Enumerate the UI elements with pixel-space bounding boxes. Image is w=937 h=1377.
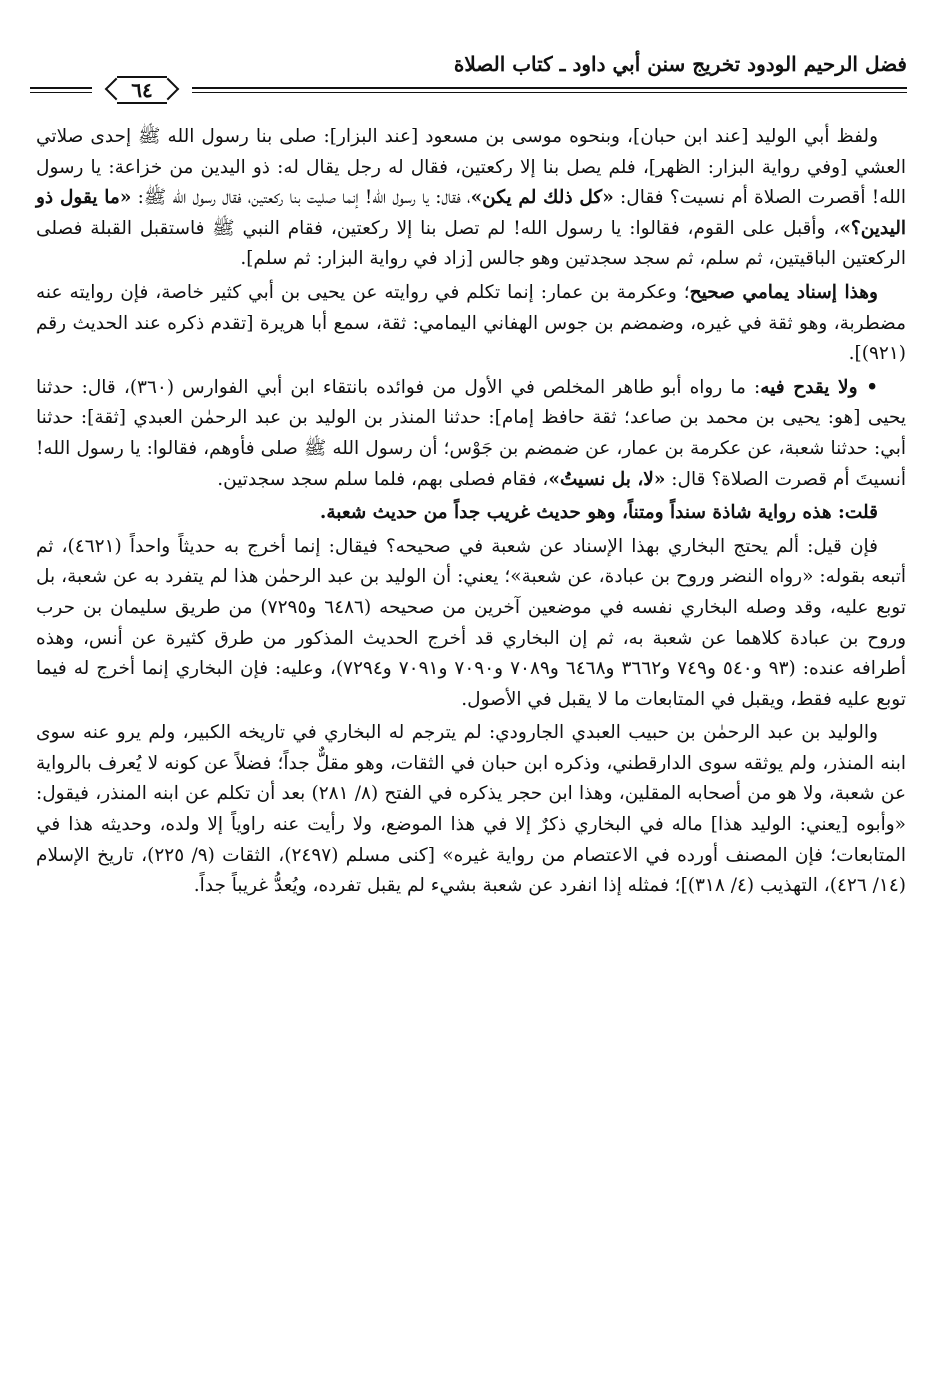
paragraph: [36, 532, 906, 716]
conclusion-statement: قلت: هذه رواية شاذة سنداً ومتناً، وهو حديث غريب جداً من حديث شعبة.: [319, 502, 878, 524]
bold-lead: • ولا يقدح فيه: [760, 376, 879, 398]
text-segment: والوليد بن عبد الرحمٰن بن حبيب العبدي الجارودي: لم يترجم له البخاري في تاريخه الكبير، ولم يرو عنه سوى ابنه المنذر، ولم يوثقه سوى الدارقطني، وذكره ابن حبان في الثقات، وهو مقلٌّ جداً؛ فضلاً عن كونه لا يُعرف بالرواية عن شعبة، ولا هو من أصحابه المقلين، وهذا ابن حجر يذكره في الفتح (٨/ ٢٨١) بعد أن تكلم عن ابنه المنذر، فيقول: «وأبوه [يعني: الوليد هذا] ماله في البخاري ذكرٌ إلا في هذا الموضع، ولا رأيت عنه راوياً إلا ولده، وحديثه هذا في المتابعات؛ فإن المصنف أورده في الاعتصام من رواية غيره» [كنى مسلم (٢٤٩٧)، الثقات (٩/ ٢٢٥)، تاريخ الإسلام (١٤/ ٤٢٦)، التهذيب (٤/ ٣١٨)]؛ فمثله إذا انفرد عن شعبة بشيء لم يقبل تفرده، ويُعدُّ غريباً جداً.: [36, 722, 906, 897]
paragraph: [36, 498, 906, 529]
text-segment: ، فقال: يا رسول الله! إنما صليت بنا ركعتين، فقال رسول الله ﷺ:: [131, 187, 471, 209]
text-segment: : ما رواه أبو طاهر المخلص في الأول من فوائده بانتقاء ابن أبي الفوارس (٣٦٠)، قال: حدثنا يحيى [هو: يحيى بن محمد بن صاعد؛ ثقة حافظ إمام]: حدثنا المنذر بن الوليد بن عبد الرحمٰن العبدي [ثقة]: حدثنا أبي: حدثنا شعبة، عن عكرمة بن عمار، عن ضمضم بن جَوْس؛ أن رسول الله ﷺ صلى فأوهم، فقالوا: يا رسول الله! أنسيتَ أم قصرت الصلاة؟ قال:: [36, 376, 906, 490]
text-segment: ، فقام فصلى بهم، فلما سلم سجد سجدتين.: [217, 468, 549, 490]
page-number-badge: [92, 76, 192, 104]
page-number: ٦٤: [131, 78, 153, 102]
quoted-hadith: «لا، بل نسيتُ»: [548, 468, 666, 490]
bold-lead: وهذا إسناد يمامي صحيح: [689, 281, 878, 303]
quoted-hadith: «ما يقول ذو اليدين؟»: [36, 187, 906, 239]
text-segment: ، وأقبل على القوم، فقالوا: يا رسول الله! لم تصل بنا إلا ركعتين، فقام النبي ﷺ فاستقبل القبلة فصلى الركعتين الباقيتين، ثم سلم، ثم سجد سجدتين وهو جالس [زاد في رواية البزار: ثم سلم].: [36, 217, 906, 270]
paragraph: [36, 373, 906, 495]
text-segment: ولفظ أبي الوليد [عند ابن حبان]، وبنحوه موسى بن مسعود [عند البزار]: صلى بنا رسول الله ﷺ إحدى صلاتي العشي [وفي رواية البزار: الظهر]، فلم يصل بنا إلا ركعتين، فقال له رجل يقال له: ذو اليدين من خزاعة: يا رسول الله! أقصرت الصلاة أم نسيت؟ فقال:: [36, 126, 906, 209]
quoted-hadith: «كل ذلك لم يكن»: [470, 187, 614, 209]
page-number-frame: [117, 76, 166, 104]
body-text: [36, 122, 906, 905]
paragraph: [36, 122, 906, 275]
page-header: [30, 52, 907, 102]
paragraph: [36, 278, 906, 370]
text-segment: فإن قيل: ألم يحتج البخاري بهذا الإسناد عن شعبة في صحيحه؟ فيقال: إنما أخرج به حديثاً واحداً (٤٦٢١)، ثم أتبعه بقوله: «رواه النضر وروح بن عبادة، عن شعبة»؛ يعني: أن الوليد بن عبد الرحمٰن هذا لم يتفرد به عن شعبة، بل توبع عليه، وقد وصله البخاري نفسه في موضعين آخرين من صحيحه (٦٤٨٦ و٧٢٩٥) من طريق سليمان بن حرب وروح بن عبادة كلاهما عن شعبة به، ثم إن البخاري قد أخرج الحديث المذكور من طرق كثيرة عن أنس، وهذه أطرافه عنده: (٩٣ و٥٤٠ و٧٤٩ و٣٦٦٢ و٦٤٦٨ و٧٠٨٩ و٧٠٩٠ و٧٠٩١ و٧٢٩٤)، وعليه: فإن البخاري إنما أخرج له فيما توبع عليه فقط، ويقبل في المتابعات ما لا يقبل في الأصول.: [36, 535, 907, 710]
paragraph: [36, 718, 906, 902]
text-segment: ؛ وعكرمة بن عمار: إنما تكلم في روايته عن يحيى بن أبي كثير خاصة، فإن روايته عنه مضطربة، وهو ثقة في غيره، وضمضم بن جوس الهفاني اليمامي: ثقة، سمع أبا هريرة [تقدم ذكره عند الحديث رقم (٩٢١)].: [36, 281, 906, 365]
running-title: فضل الرحيم الودود تخريج سنن أبي داود ـ كتاب الصلاة: [453, 52, 907, 76]
